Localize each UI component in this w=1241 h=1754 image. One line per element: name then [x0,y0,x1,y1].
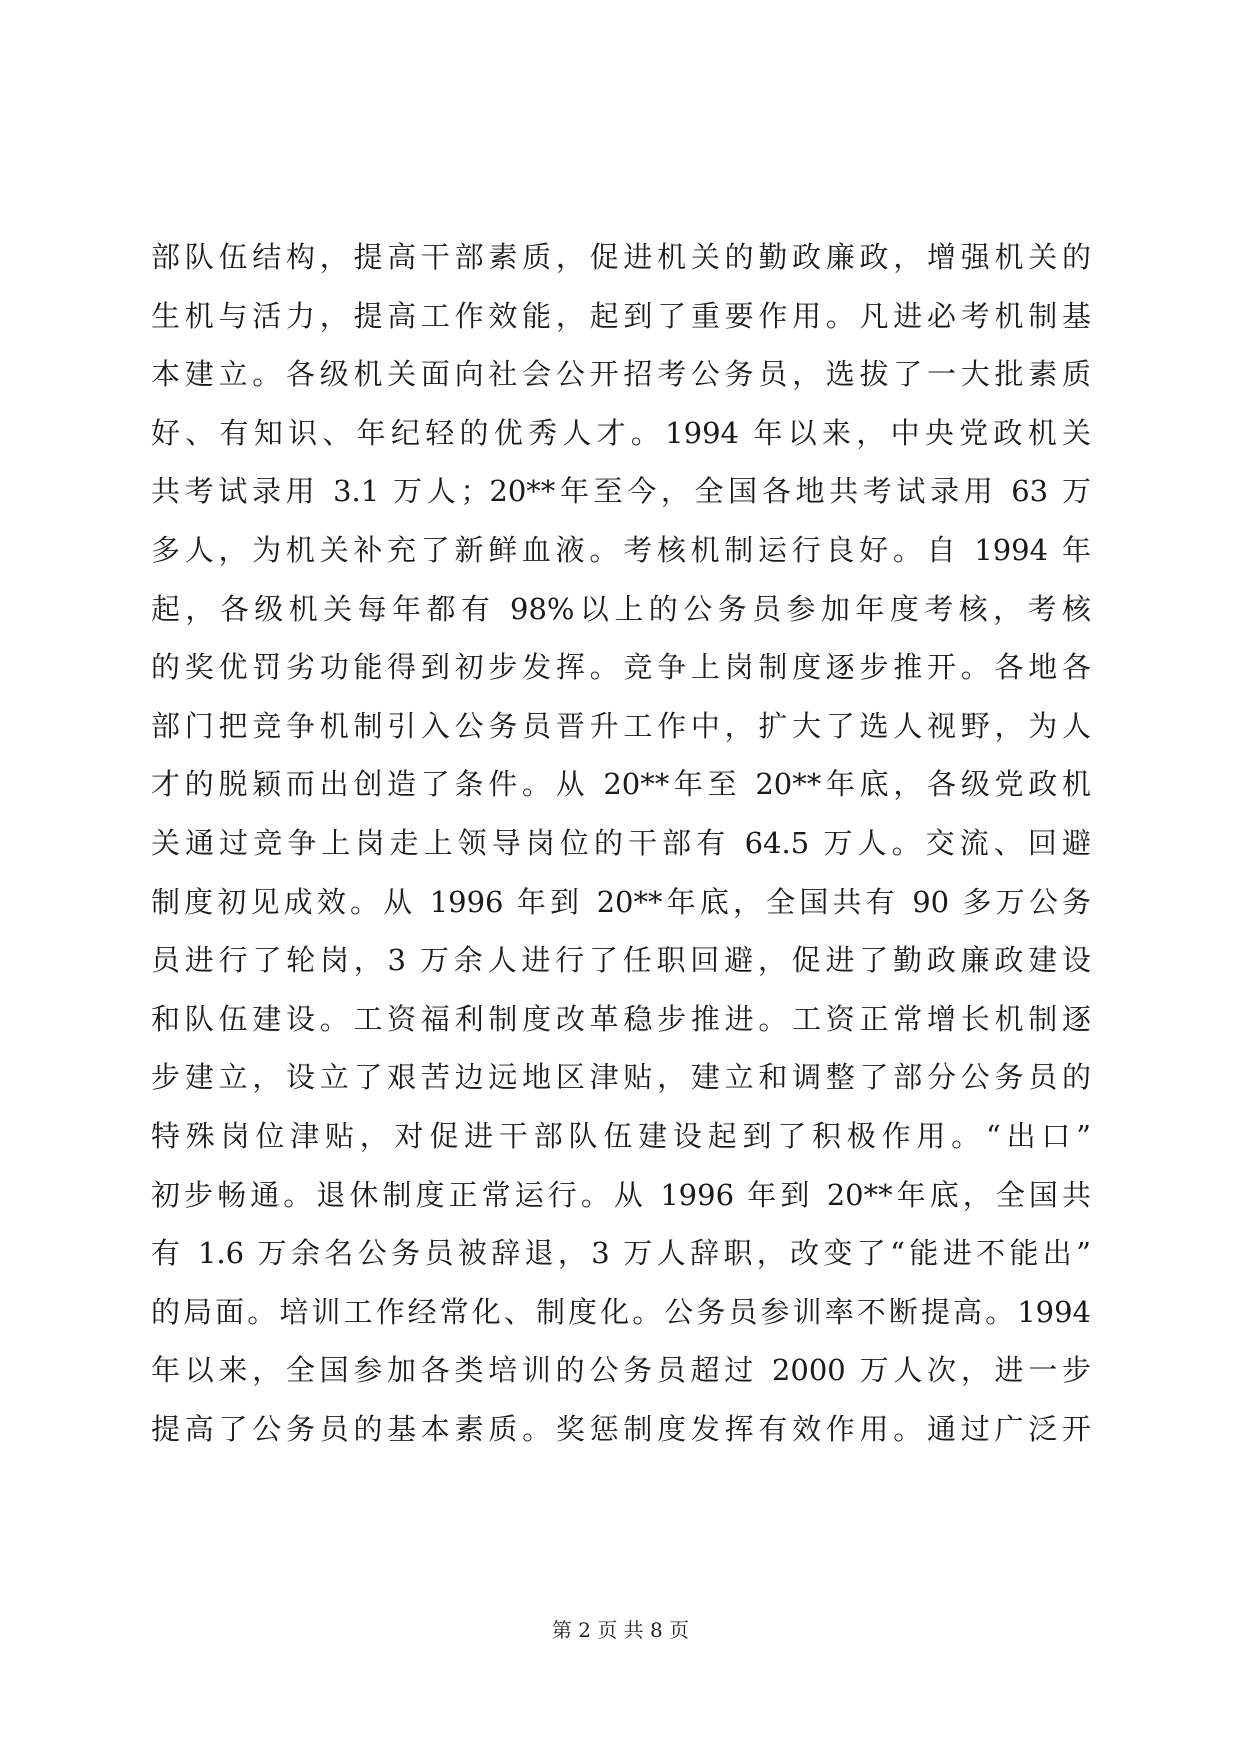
text-line: 多人，为机关补充了新鲜血液。考核机制运行良好。自 1994 年 [151,532,1091,567]
body-text [151,228,1091,1458]
text-line: 部队伍结构，提高干部素质，促进机关的勤政廉政，增强机关的 [151,240,1091,274]
text-line: 本建立。各级机关面向社会公开招考公务员，选拔了一大批素质 [151,357,1091,392]
text-line: 生机与活力，提高工作效能，起到了重要作用。凡进必考机制基 [151,298,1091,333]
text-line: 才的脱颖而出创造了条件。从 20**年至 20**年底，各级党政机 [151,767,1091,802]
text-line: 共考试录用 3.1 万人；20**年至今，全国各地共考试录用 63 万 [151,474,1091,509]
text-line: 制度初见成效。从 1996 年到 20**年底，全国共有 90 多万公务 [151,884,1091,919]
page-number: 第 2 页 共 8 页 [551,1618,690,1642]
text-line: 特殊岗位津贴，对促进干部队伍建设起到了积极作用。“出口” [151,1118,1091,1153]
text-line: 步建立，设立了艰苦边远地区津贴，建立和调整了部分公务员的 [151,1060,1091,1095]
text-line: 初步畅通。退休制度正常运行。从 1996 年到 20**年底，全国共 [151,1177,1091,1212]
text-line: 好、有知识、年纪轻的优秀人才。1994 年以来，中央党政机关 [151,415,1091,450]
page-footer [0,1614,1241,1643]
text-line: 提高了公务员的基本素质。奖惩制度发挥有效作用。通过广泛开 [151,1411,1091,1446]
text-line: 的局面。培训工作经常化、制度化。公务员参训率不断提高。1994 [151,1294,1091,1329]
text-line: 有 1.6 万余名公务员被辞退，3 万人辞职，改变了“能进不能出” [151,1236,1091,1271]
text-line: 和队伍建设。工资福利制度改革稳步推进。工资正常增长机制逐 [151,1001,1091,1036]
text-line: 关通过竞争上岗走上领导岗位的干部有 64.5 万人。交流、回避 [151,825,1091,860]
text-line: 的奖优罚劣功能得到初步发挥。竞争上岗制度逐步推开。各地各 [151,650,1091,685]
text-line: 年以来，全国参加各类培训的公务员超过 2000 万人次，进一步 [151,1353,1091,1388]
text-line: 部门把竞争机制引入公务员晋升工作中，扩大了选人视野，为人 [151,708,1091,743]
text-line: 员进行了轮岗，3 万余人进行了任职回避，促进了勤政廉政建设 [151,943,1091,978]
text-line: 起，各级机关每年都有 98%以上的公务员参加年度考核，考核 [151,591,1091,626]
